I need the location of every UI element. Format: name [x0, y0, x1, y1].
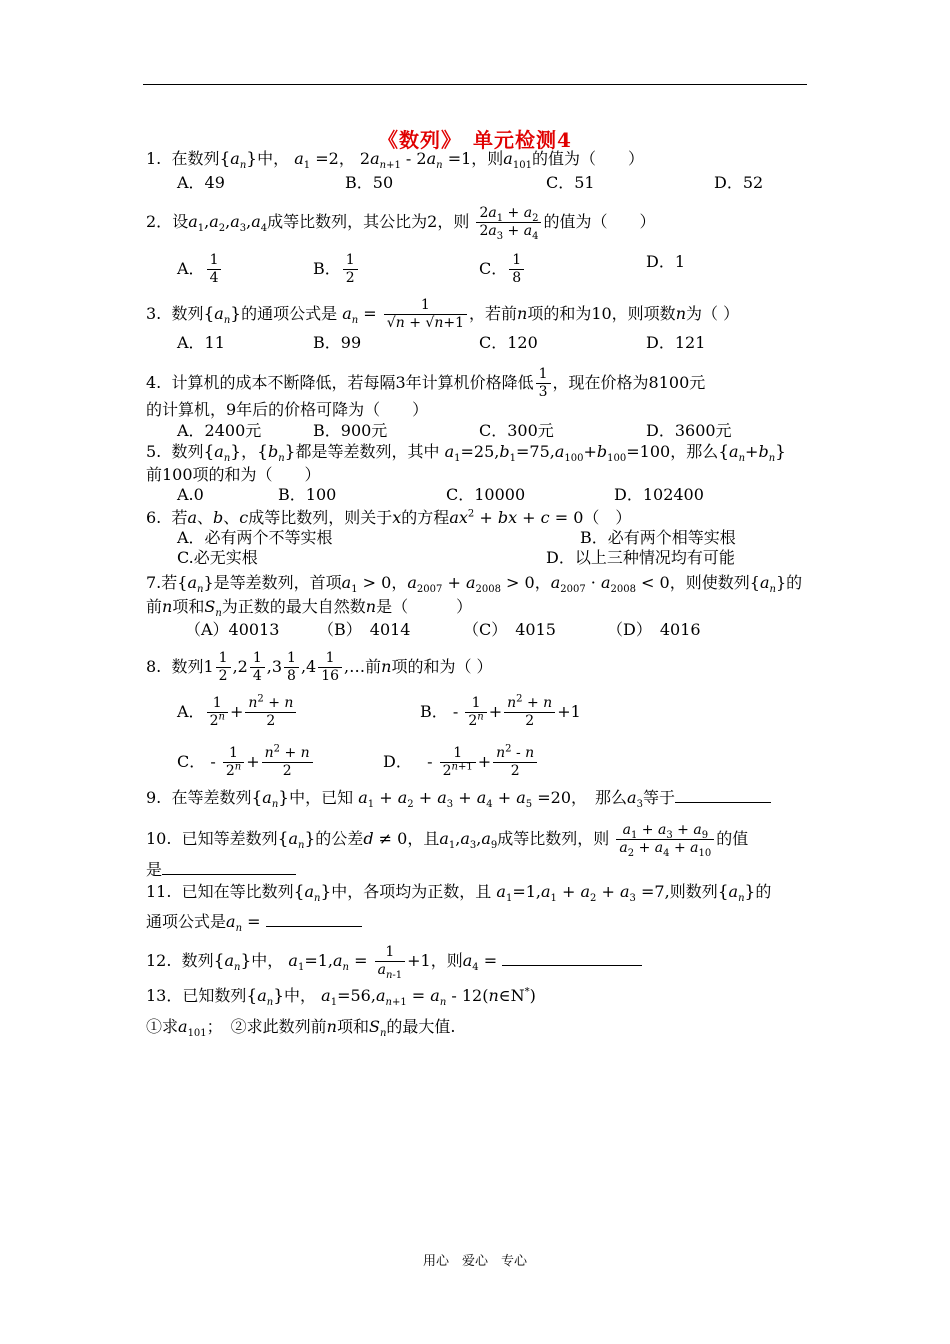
q3-option-b: B．99: [313, 333, 362, 352]
page-title: 《数列》 单元检测4: [378, 128, 572, 152]
q3-option-a: A．11: [177, 333, 225, 352]
q6-option-c: C.必无实根: [177, 548, 258, 567]
q6-stem: 6. 若a、b、c成等比数列，则关于x的方程$ax^2$ + bx + c = 0（ ）: [146, 508, 632, 527]
header-rule: [143, 84, 807, 85]
q7-option-a: （A）40013: [185, 620, 280, 639]
q4-option-c: C．300元: [479, 421, 554, 440]
q1-option-d: D．52: [714, 173, 764, 192]
q3-option-d: D．121: [646, 333, 706, 352]
q6-option-d: D．以上三种情况均有可能: [546, 548, 735, 567]
q9-stem: 9. 在等差数列$\{a_n\}$中，已知 $a_1 + a_2 + a_3 + a_4 + a_5 =20$， 那么$a_3$等于: [146, 786, 771, 808]
q2-stem: 2．设$a_1,a_2,a_3,a_4$成等比数列，其公比为2，则 $\frac{2a_1 + a_2}{2a_3 + a_4}$ 的值为（ ）: [146, 205, 656, 242]
q8-option-d: D． - $\frac{1}{2^{n+1}}$ + $\frac{n^2 - n}{2}$: [383, 745, 539, 780]
page-footer: 用心 爱心 专心: [422, 1254, 527, 1269]
q4-stem: 4. 计算机的成本不断降低，若每隔3年计算机价格降低 $\frac{1}{3}$ ，现在价格为8100元: [146, 366, 706, 400]
q4-option-a: A．2400元: [177, 421, 262, 440]
q8-option-a: A． $\frac{1}{2^n}$ + $\frac{n^2 + n}{2}$: [177, 695, 298, 730]
q5-option-c: C．10000: [446, 485, 526, 504]
q2-option-b: B． $\frac{1}{2}$: [313, 252, 360, 287]
q2-option-a: A． $\frac{1}{4}$: [177, 252, 223, 287]
q10-stem: 10. 已知等差数列$\{a_n\}$的公差d ≠ 0，且$a_1,a_3,a_9$成等比数列，则 $\frac{a_1 + a_3 + a_9}{a_2 + a_4 + a_{10}}$ 的值: [146, 822, 749, 859]
q7-stem-line2: 前n项和$S_n$为正数的最大自然数n是（ ）: [146, 597, 473, 620]
q8-option-b: B． - $\frac{1}{2^n}$ + $\frac{n^2 + n}{2}$ +1: [420, 693, 581, 729]
q13-stem-line2: ①求$a_{101}$； ②求此数列前n项和$S_n$的最大值.: [146, 1017, 456, 1040]
q2-option-d: D．1: [646, 252, 686, 271]
q4-option-d: D．3600元: [646, 421, 732, 440]
q11-stem-line2: 通项公式是$a_n$ =: [146, 910, 362, 932]
q5-option-b: B．100: [278, 485, 337, 504]
q11-stem: 11. 已知在等比数列$\{a_n\}$中，各项均为正数，且 $a_1=1,a_1 + a_2 + a_3 =7$,则数列$\{a_n\}$的: [146, 882, 772, 905]
q5-option-d: D．102400: [614, 485, 704, 504]
q12-stem: 12. 数列$\{a_n\}$中， $a_1=1,a_n$ = $\frac{1}{a_{n-1}}$ +1，则$a_4$ =: [146, 944, 642, 979]
q13-stem: 13．已知数列$\{a_n\}$中， $a_1=56,a_{n+1} = a_n$ - 12(n∈N*): [146, 986, 536, 1009]
q6-option-b: B．必有两个相等实根: [580, 528, 736, 547]
q8-stem: 8. 数列1 $\frac{1}{2}$ ,2 $\frac{1}{4}$ ,3 $\frac{1}{8}$ ,4 $\frac{1}{16}$ ,…前n项的和为（ ）: [146, 650, 493, 684]
q4-option-b: B．900元: [313, 421, 388, 440]
q3-stem: 3. 数列$\{a_n\}$的通项公式是 $a_n$ = $\frac{1}{√n + √n+1}$ ，若前n项的和为10，则项数n为（ ）: [146, 297, 740, 331]
q8-option-c: C． - $\frac{1}{2^n}$ + $\frac{n^2 + n}{2}$: [177, 745, 315, 780]
q1-option-c: C．51: [546, 173, 595, 192]
q1-option-a: A．49: [177, 173, 225, 192]
q5-option-a: A.0: [177, 485, 204, 504]
q7-option-c: （C） 4015: [463, 620, 556, 639]
q5-stem-line2: 前100项的和为（ ）: [146, 465, 321, 484]
q10-stem-line2: 是: [146, 858, 296, 880]
q2-option-c: C． $\frac{1}{8}$: [479, 252, 526, 287]
q1-stem: 1. 在数列$\{a_n\}$中， $a_1 =2$， $2a_{n+1} - 2a_n =1$，则$a_{101}$的值为（ ）: [146, 149, 644, 172]
q7-option-b: （B） 4014: [318, 620, 411, 639]
q1-option-b: B．50: [345, 173, 394, 192]
q7-option-d: （D） 4016: [607, 620, 701, 639]
q6-option-a: A．必有两个不等实根: [177, 528, 333, 547]
q4-stem-line2: 的计算机，9年后的价格可降为（ ）: [146, 400, 429, 419]
q3-option-c: C．120: [479, 333, 538, 352]
q5-stem: 5. 数列$\{a_n\}$，$\{b_n\}$都是等差数列，其中 $a_1=25,b_1=75,a_{100}+b_{100}=100$，那么$\{a_n+b_n\}$: [146, 442, 786, 465]
q7-stem: 7.若$\{a_n\}$是等差数列，首项$a_1 > 0$，$a_{2007} + a_{2008} > 0$，$a_{2007} \cdot a_{2008} < 0$，则使数列$\{a_n\}$的: [146, 573, 803, 596]
